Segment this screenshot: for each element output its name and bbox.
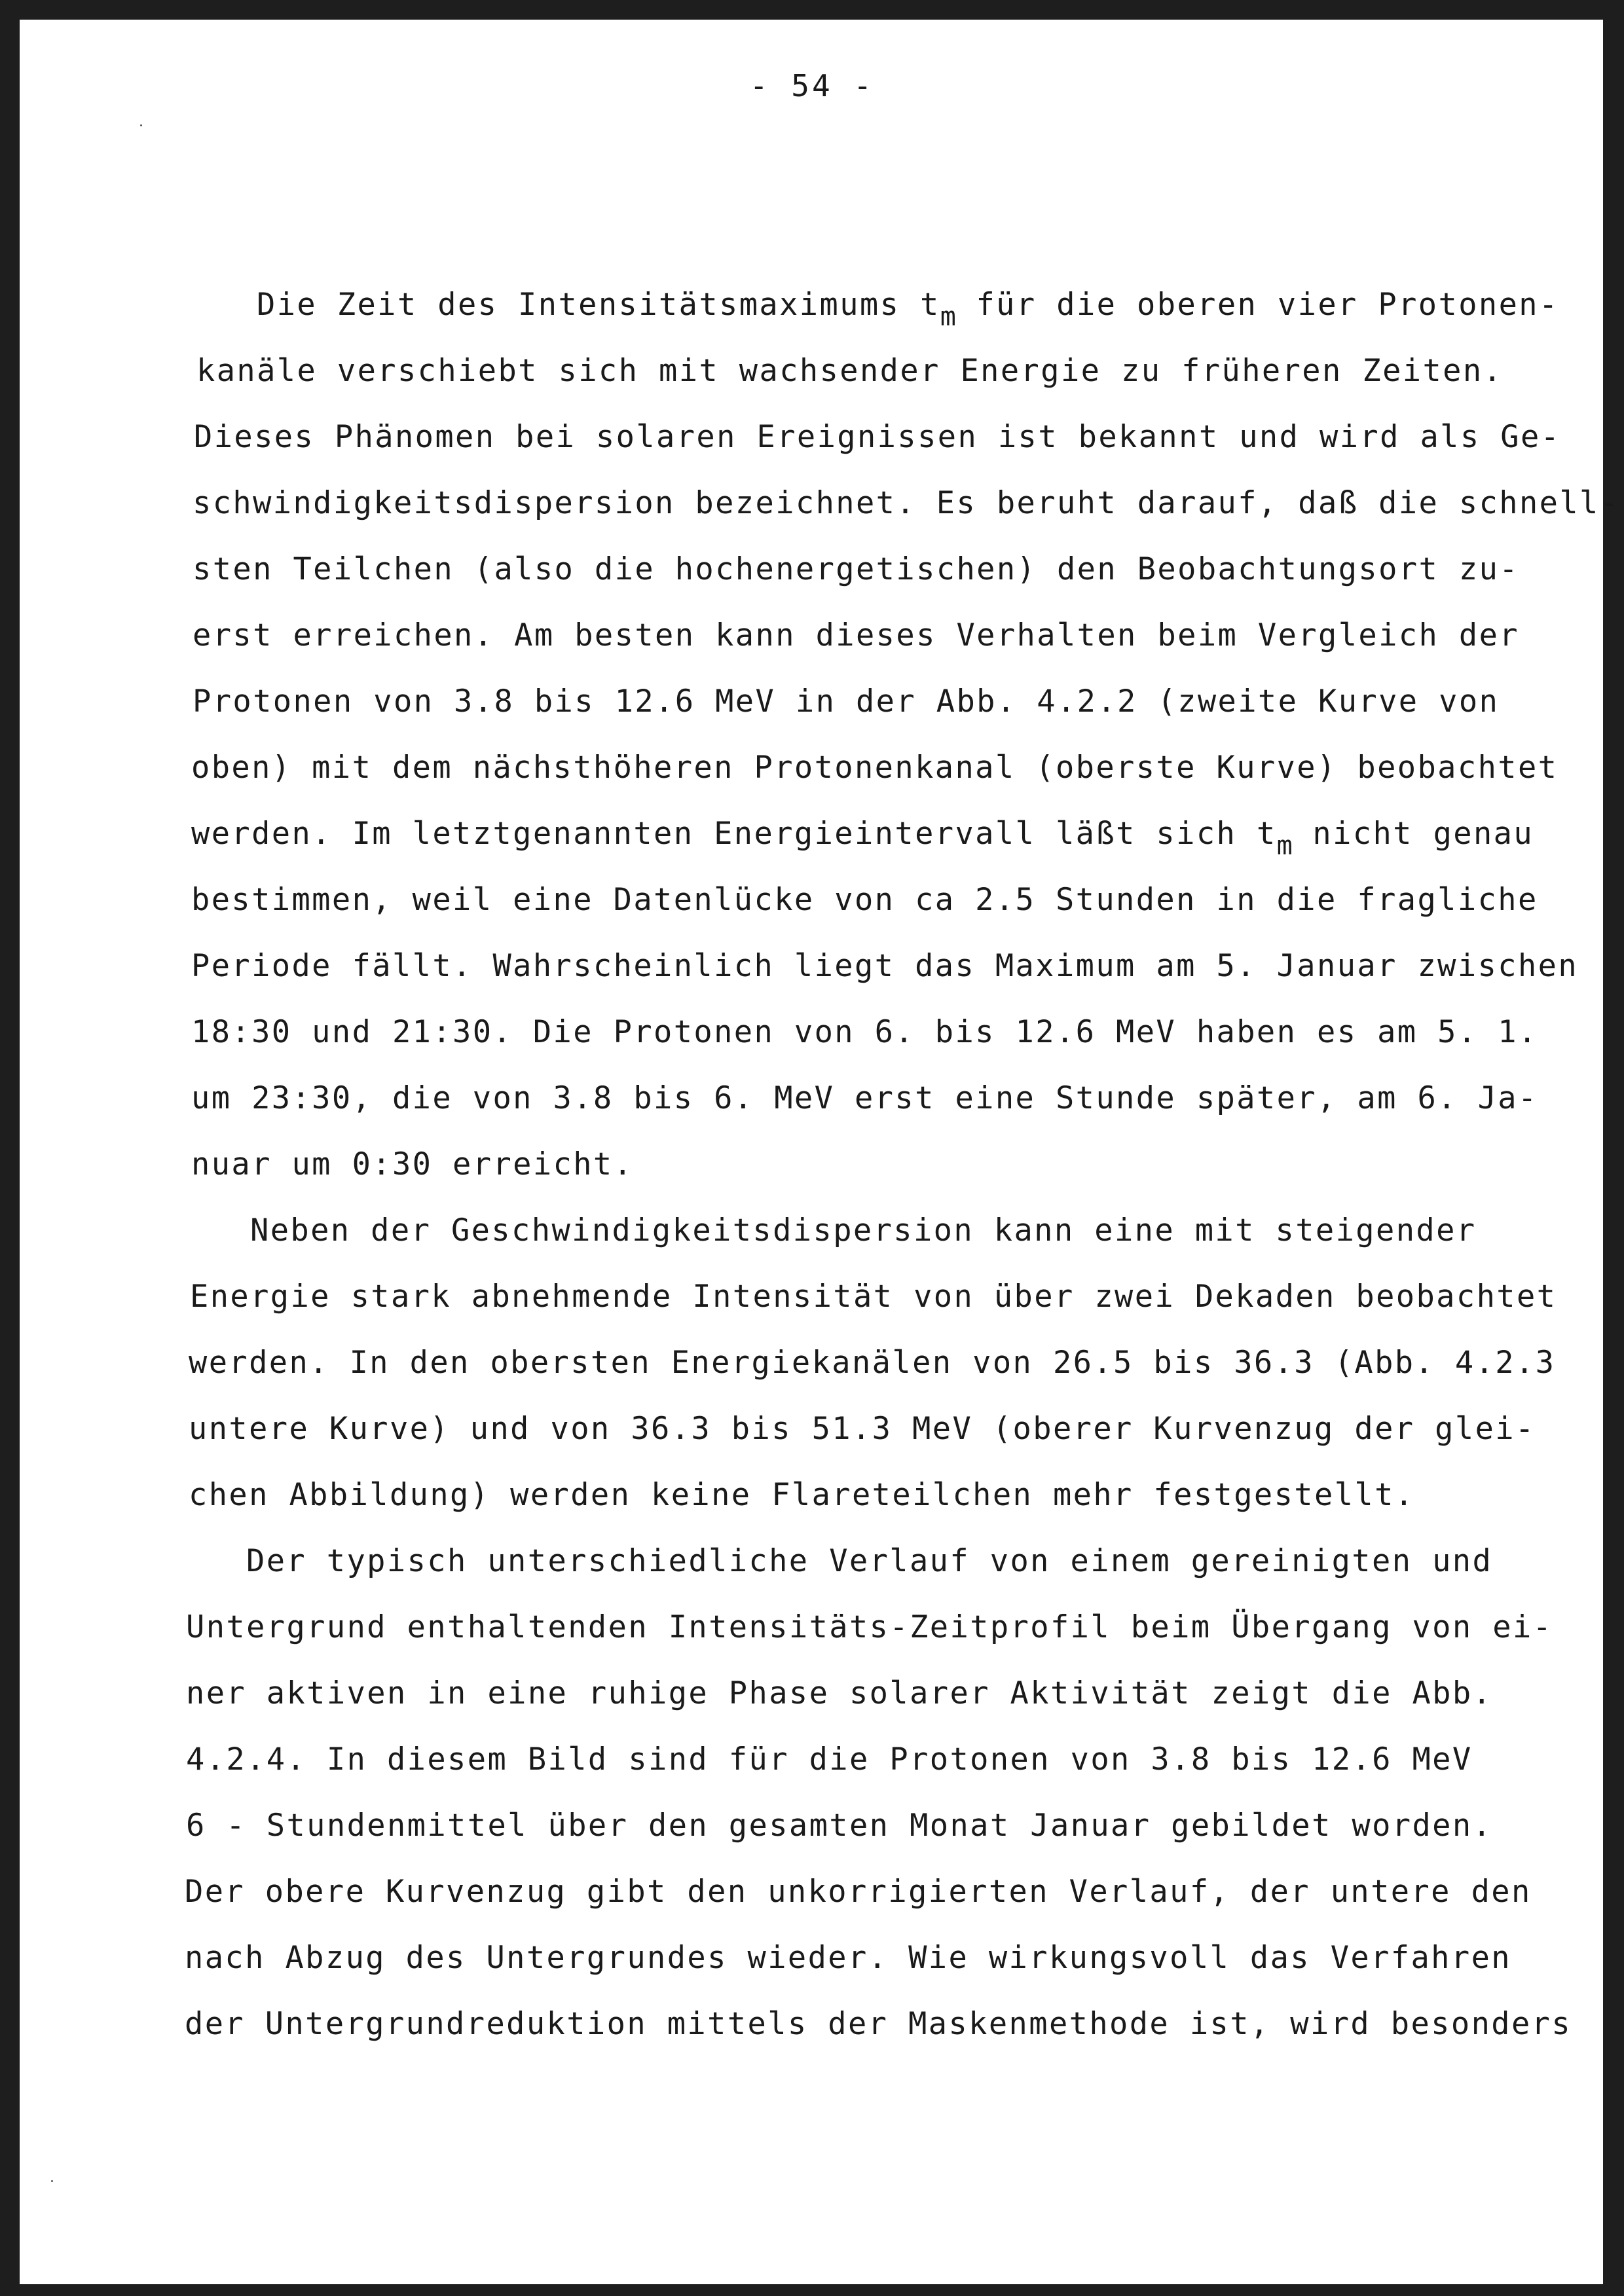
text-line [191, 881, 1538, 919]
text-segment: 4.2.4. In diesem Bild sind für die Protonen von 3.8 bis 12.6 MeV [186, 1741, 1473, 1777]
text-line [189, 1410, 1536, 1448]
text-segment: um 23:30, die von 3.8 bis 6. MeV erst eine Stunde später, am 6. Ja- [191, 1080, 1538, 1116]
scan-border-right [1603, 0, 1624, 2296]
text-segment: sten Teilchen (also die hochenergetischen) den Beobachtungsort zu- [193, 551, 1519, 587]
text-line [185, 1939, 1511, 1977]
text-segment: Der typisch unterschiedliche Verlauf von einem gereinigten und [246, 1543, 1493, 1579]
text-segment: ner aktiven in eine ruhige Phase solarer Aktivität zeigt die Abb. [186, 1675, 1493, 1711]
text-line [193, 551, 1519, 589]
text-line [191, 749, 1558, 787]
text-segment: schwindigkeitsdispersion bezeichnet. Es beruht darauf, daß die schnell- [193, 485, 1620, 521]
text-line [189, 1476, 1414, 1514]
text-segment: Die Zeit des Intensitätsmaximums t [257, 287, 940, 323]
text-segment: Untergrund enthaltenden Intensitäts-Zeitprofil beim Übergang von ei- [186, 1609, 1553, 1645]
text-segment: Der obere Kurvenzug gibt den unkorrigierten Verlauf, der untere den [185, 1874, 1532, 1910]
text-line [193, 683, 1499, 721]
text-line [185, 2005, 1572, 2043]
text-segment: untere Kurve) und von 36.3 bis 51.3 MeV (oberer Kurvenzug der glei- [189, 1411, 1536, 1447]
text-line [186, 1609, 1553, 1647]
subscript-m: m [1276, 831, 1293, 861]
page-number: - 54 - [749, 68, 875, 103]
text-line [257, 286, 1559, 332]
subscript-m: m [940, 302, 956, 332]
text-segment: nicht genau [1292, 816, 1534, 852]
text-line [186, 1741, 1473, 1779]
text-segment: werden. Im letztgenannten Energieintervall läßt sich t [191, 816, 1277, 852]
text-line [191, 1080, 1538, 1118]
text-segment: Dieses Phänomen bei solaren Ereignissen ist bekannt und wird als Ge- [194, 419, 1561, 455]
scan-border-top [0, 0, 1624, 20]
text-segment: Periode fällt. Wahrscheinlich liegt das Maximum am 5. Januar zwischen [191, 948, 1579, 984]
text-line [185, 1873, 1532, 1911]
text-line [191, 815, 1534, 861]
scan-speck [51, 2180, 53, 2182]
text-segment: nuar um 0:30 erreicht. [191, 1146, 634, 1182]
text-segment: Neben der Geschwindigkeitsdispersion kann eine mit steigender [250, 1212, 1477, 1248]
text-line [196, 352, 1503, 390]
text-line [186, 1675, 1492, 1713]
text-segment: 18:30 und 21:30. Die Protonen von 6. bis 12.6 MeV haben es am 5. 1. [191, 1014, 1538, 1050]
text-line [250, 1212, 1476, 1250]
text-segment: oben) mit dem nächsthöheren Protonenkanal (oberste Kurve) beobachtet [191, 750, 1559, 786]
text-segment: Protonen von 3.8 bis 12.6 MeV in der Abb. 4.2.2 (zweite Kurve von [193, 683, 1500, 720]
text-line [190, 1278, 1557, 1316]
text-segment: Energie stark abnehmende Intensität von über zwei Dekaden beobachtet [190, 1279, 1557, 1315]
text-segment: erst erreichen. Am besten kann dieses Verhalten beim Vergleich der [193, 617, 1519, 653]
text-segment: 6 - Stundenmittel über den gesamten Monat Januar gebildet worden. [186, 1808, 1493, 1844]
scan-border-left [0, 0, 20, 2296]
text-line [189, 1344, 1555, 1382]
text-segment: für die oberen vier Protonen- [955, 287, 1559, 323]
scan-speck [140, 124, 142, 126]
text-line [186, 1807, 1492, 1845]
text-line [191, 947, 1578, 985]
text-line [246, 1542, 1492, 1580]
text-line [191, 1146, 633, 1184]
text-segment: kanäle verschiebt sich mit wachsender Energie zu früheren Zeiten. [196, 353, 1504, 389]
text-segment: der Untergrundreduktion mittels der Maskenmethode ist, wird besonders [185, 2006, 1572, 2042]
scan-border-bottom [0, 2284, 1624, 2296]
text-segment: chen Abbildung) werden keine Flareteilchen mehr festgestellt. [189, 1477, 1415, 1513]
text-segment: bestimmen, weil eine Datenlücke von ca 2.5 Stunden in die fragliche [191, 882, 1538, 918]
text-line [193, 617, 1519, 655]
text-line [194, 418, 1560, 456]
text-line [191, 1013, 1538, 1051]
text-segment: nach Abzug des Untergrundes wieder. Wie wirkungsvoll das Verfahren [185, 1940, 1511, 1976]
text-line [193, 484, 1619, 522]
text-segment: werden. In den obersten Energiekanälen von 26.5 bis 36.3 (Abb. 4.2.3 [189, 1345, 1556, 1381]
